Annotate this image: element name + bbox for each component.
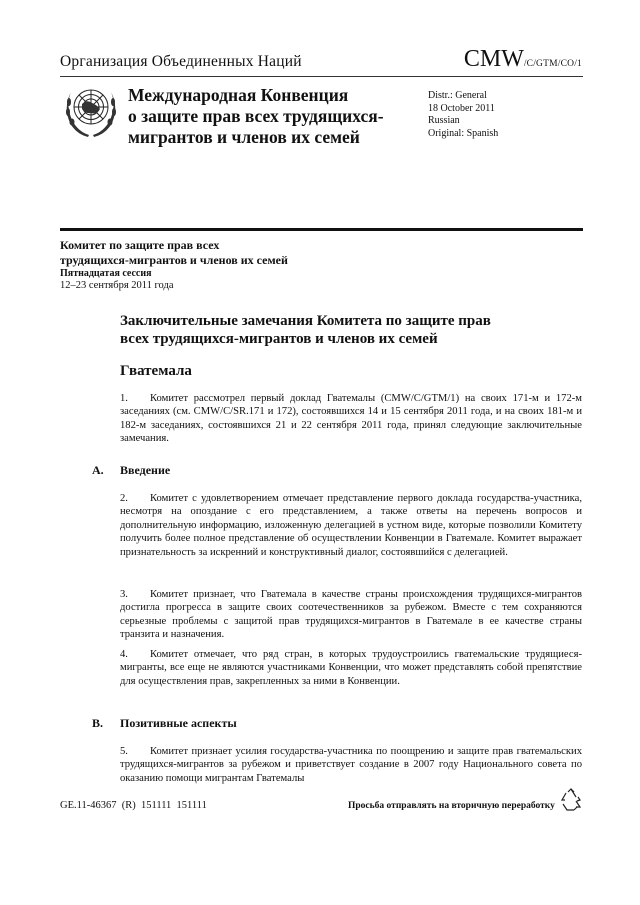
- paragraph-text: Комитет признает, что Гватемала в качестве страны происхождения трудящихся-мигрантов достигла прогресса в защите своих соотечественников за рубежом. Вместе с тем сохраняются серьезные проблемы с защитой прав трудящихся-мигрантов в Гватемале в ее качестве страны транзита и назначения.: [120, 589, 582, 641]
- committee-name-line: Комитет по защите прав всех: [60, 238, 220, 252]
- job-number: GE.11-46367 (R) 151111 151111: [60, 800, 207, 811]
- paragraph-text: Комитет отмечает, что ряд стран, в которых трудоустроились гватемальские трудящиеся-мигранты, все еще не являются участниками Конвенции, что может представлять собой препятствие для осуществления прав, закрепленных за ними в Конвенции.: [120, 649, 582, 687]
- recycle-note: Просьба отправлять на вторичную переработку: [348, 801, 555, 811]
- symbol-main: CMW: [463, 46, 524, 72]
- paragraph-number: 3.: [120, 589, 128, 600]
- paragraph-number: 5.: [120, 746, 128, 757]
- section-title: Позитивные аспекты: [120, 716, 237, 730]
- section-heading-a: [92, 463, 170, 478]
- convention-title: [128, 85, 384, 148]
- document-symbol: [464, 46, 582, 73]
- convention-title-line: Международная Конвенция: [128, 85, 349, 105]
- original-language: Original: Spanish: [428, 127, 499, 139]
- document-title-line: Заключительные замечания Комитета по защите прав: [120, 313, 491, 329]
- paragraph-1: [120, 392, 582, 446]
- symbol-sub: /C/GTM/CO/1: [523, 59, 582, 69]
- recycle-icon: [560, 788, 582, 812]
- paragraph-number: 1.: [120, 393, 128, 404]
- section-title: Введение: [120, 463, 171, 477]
- paragraph-text: Комитет рассмотрел первый доклад Гватемалы (CMW/C/GTM/1) на своих 171-м и 172-м заседаниях (см. CMW/C/SR.171 и 172), состоявшихся 14 и 15 сентября 2011 года, и на своих 181-м и 182-м заседаниях, состоявшихся 21 и 22 сентября 2011 года, принял следующие заключительные замечания.: [120, 393, 582, 445]
- committee-name: [60, 238, 288, 268]
- distribution-block: [428, 90, 498, 140]
- convention-title-line: мигрантов и членов их семей: [128, 127, 360, 147]
- un-emblem-icon: [64, 80, 118, 140]
- paragraph-4: [120, 648, 582, 688]
- paragraph-number: 4.: [120, 649, 128, 660]
- session-label: Пятнадцатая сессия: [60, 268, 152, 279]
- country-heading: Гватемала: [120, 363, 192, 379]
- paragraph-text: Комитет признает усилия государства-участника по поощрению и защите прав гватемальских трудящихся-мигрантов за рубежом и приветствует создание в 2007 году Национального совета по оказанию помощи мигрантам Гватемалы: [120, 746, 582, 784]
- paragraph-5: [120, 745, 582, 785]
- organization-name: Организация Объединенных Наций: [60, 53, 302, 70]
- distribution-type: Distr.: General: [428, 90, 487, 101]
- paragraph-2: [120, 492, 582, 559]
- committee-name-line: трудящихся-мигрантов и членов их семей: [60, 253, 288, 267]
- convention-title-line: о защите прав всех трудящихся-: [128, 106, 384, 126]
- document-title: [120, 312, 540, 348]
- section-letter: B.: [92, 716, 104, 730]
- document-language: Russian: [428, 115, 460, 126]
- paragraph-number: 2.: [120, 493, 128, 504]
- session-dates: 12–23 сентября 2011 года: [60, 280, 174, 291]
- section-heading-b: [92, 716, 237, 731]
- section-letter: A.: [92, 463, 104, 477]
- document-date: 18 October 2011: [428, 102, 495, 114]
- paragraph-3: [120, 588, 582, 642]
- header-rule: [60, 76, 583, 77]
- header-thick-rule: [60, 228, 583, 231]
- document-title-line: всех трудящихся-мигрантов и членов их семей: [120, 331, 438, 347]
- paragraph-text: Комитет с удовлетворением отмечает представление первого доклада государства-участника, несмотря на опоздание с его представлением, а также ответы на перечень вопросов и дополнительную информацию, изложенную делегацией в устном виде, которые позволили Комитету получить более полное представление об осуществлении Конвенции в Гватемале. Комитет выражает признательность за искренний и конструктивный диалог, состоявшийся с делегацией.: [120, 493, 582, 558]
